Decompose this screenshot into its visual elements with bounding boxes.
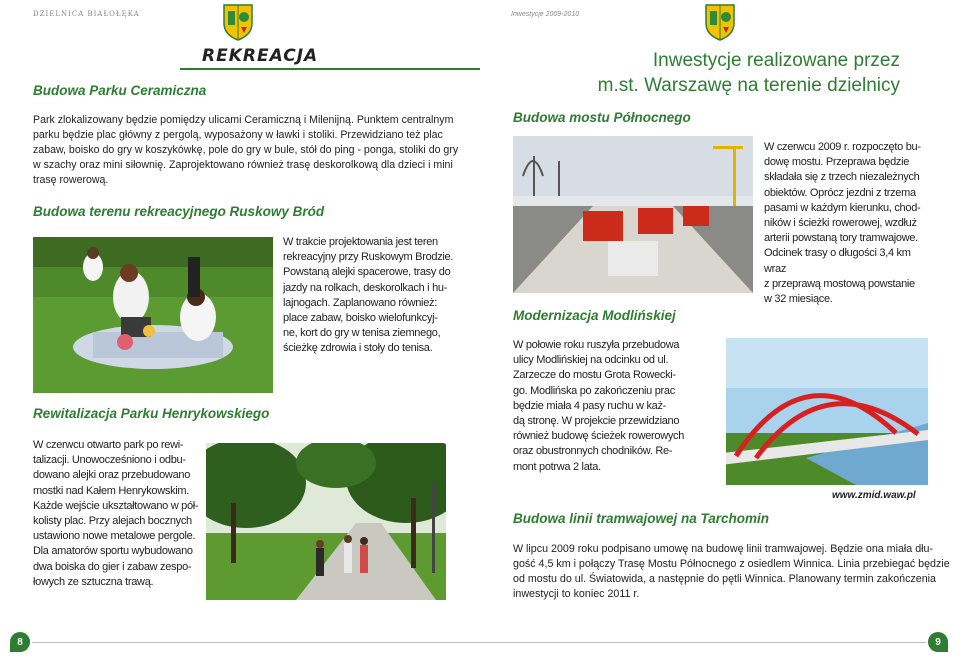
- investments-header: Inwestycje 2009-2010: [511, 11, 580, 18]
- park-alley-image: [206, 443, 446, 600]
- bridge-construction-image: [513, 136, 753, 293]
- bridge-render-image: [696, 338, 928, 485]
- section-rule: [180, 68, 480, 70]
- photo-park-picnic: [33, 237, 273, 393]
- footer-line-left: [32, 642, 480, 643]
- ruskowy-brod-title: Budowa terenu rekreacyjnego Ruskowy Bród: [33, 204, 325, 219]
- right-page: [480, 0, 960, 668]
- tarchomin-text: W lipcu 2009 roku podpisano umowę na budowę linii tramwajowej. Będzie ona miała dłu- gość 4,5 km i połączy Trasę Mostu Północnego z osiedlem Winnica. Linia przebiegać będzie od mostu do ul. Światowida, a następnie do pętli Winnica. Planowany termin zakończenia inwestycji to koniec 2011 r.: [513, 543, 950, 600]
- henrykowski-title: Rewitalizacja Parku Henrykowskiego: [33, 406, 270, 421]
- website-url[interactable]: www.zmid.waw.pl: [832, 490, 916, 501]
- photo-bridge-render: [696, 338, 928, 485]
- footer-line-right: [480, 642, 926, 643]
- modlinska-text: W połowie roku ruszyła przebudowa ulicy Modlińskiej na odcinku od ul. Zarzecze do mostu Grota Rowecki- go. Modlińska po zakończeniu prac będzie miała 4 pasy ruchu w każ- dą stronę. W projekcie przewidziano również budowę ścieżek rowerowych oraz obustronnych chodników. Re- mont potrwa 2 lata.: [513, 339, 685, 473]
- photo-park-alley: [206, 443, 446, 600]
- most-polnocny-text: W czerwcu 2009 r. rozpoczęto bu- dowę mostu. Przeprawa będzie składała się z trzech niezależnych obiektów. Oprócz jezdni z trzema pasami w każdym kierunku, chod- ników i ścieżki rowerowej, wzdłuż arterii powstaną tory tramwajowe. Odcinek trasy o długości 3,4 km wraz z przeprawą mostową powstanie w 32 miesiące.: [764, 141, 921, 306]
- investments-title: Inwestycje realizowane przez m.st. Warszawę na terenie dzielnicy: [597, 50, 900, 96]
- park-ceramiczna-text: Park zlokalizowany będzie pomiędzy ulicami Ceramiczną i Milenijną. Punktem centralnym parku będzie plac główny z pergolą, wyposażony w ławki i stoliki. Przewidziano też plac zabaw, boisko do gry w koszykówkę, pole do gry w bule, stół do ping - ponga, stoliki do gry w szachy oraz mini siłownię. Zaprojektowano również trasę deskorolkową dla dzieci i mini trasę rowerową.: [33, 114, 459, 186]
- modlinska-title: Modernizacja Modlińskiej: [513, 308, 676, 323]
- page-number-right: 9: [928, 632, 948, 652]
- ruskowy-brod-text: W trakcie projektowania jest teren rekreacyjny przy Ruskowym Brodzie. Powstaną alejki spacerowe, trasy do jazdy na rolkach, deskorolkach i hu- lajnogach. Zaplanowano również: place zabaw, boisko wielofunkcyj- ne, kort do gry w tenisa ziemnego, ścieżkę zdrowia i stoły do tenisa.: [283, 236, 454, 355]
- most-polnocny-title: Budowa mostu Północnego: [513, 110, 691, 125]
- district-header: DZIELNICA BIAŁOŁĘKA: [33, 10, 140, 18]
- page-number-left: 8: [10, 632, 30, 652]
- photo-bridge-construction: [513, 136, 753, 293]
- park-picnic-image: [33, 237, 273, 393]
- crest-icon: [704, 3, 736, 41]
- henrykowski-text: W czerwcu otwarto park po rewi- talizacji. Unowocześniono i odbu- dowano alejki oraz przebudowano mostki nad Kałem Henrykowskim. Każde wejście ukształtowano w pół- kolisty plac. Przy alejach bocznych ustawiono nowe metalowe pergole. Dla amatorów sportu wybudowano dwa boiska do gier i zabaw zespo- łowych ze sztuczna trawą.: [33, 439, 199, 588]
- section-label: REKREACJA: [202, 46, 319, 66]
- tarchomin-title: Budowa linii tramwajowej na Tarchomin: [513, 511, 770, 526]
- crest-icon: [222, 3, 254, 41]
- park-ceramiczna-title: Budowa Parku Ceramiczna: [33, 83, 207, 98]
